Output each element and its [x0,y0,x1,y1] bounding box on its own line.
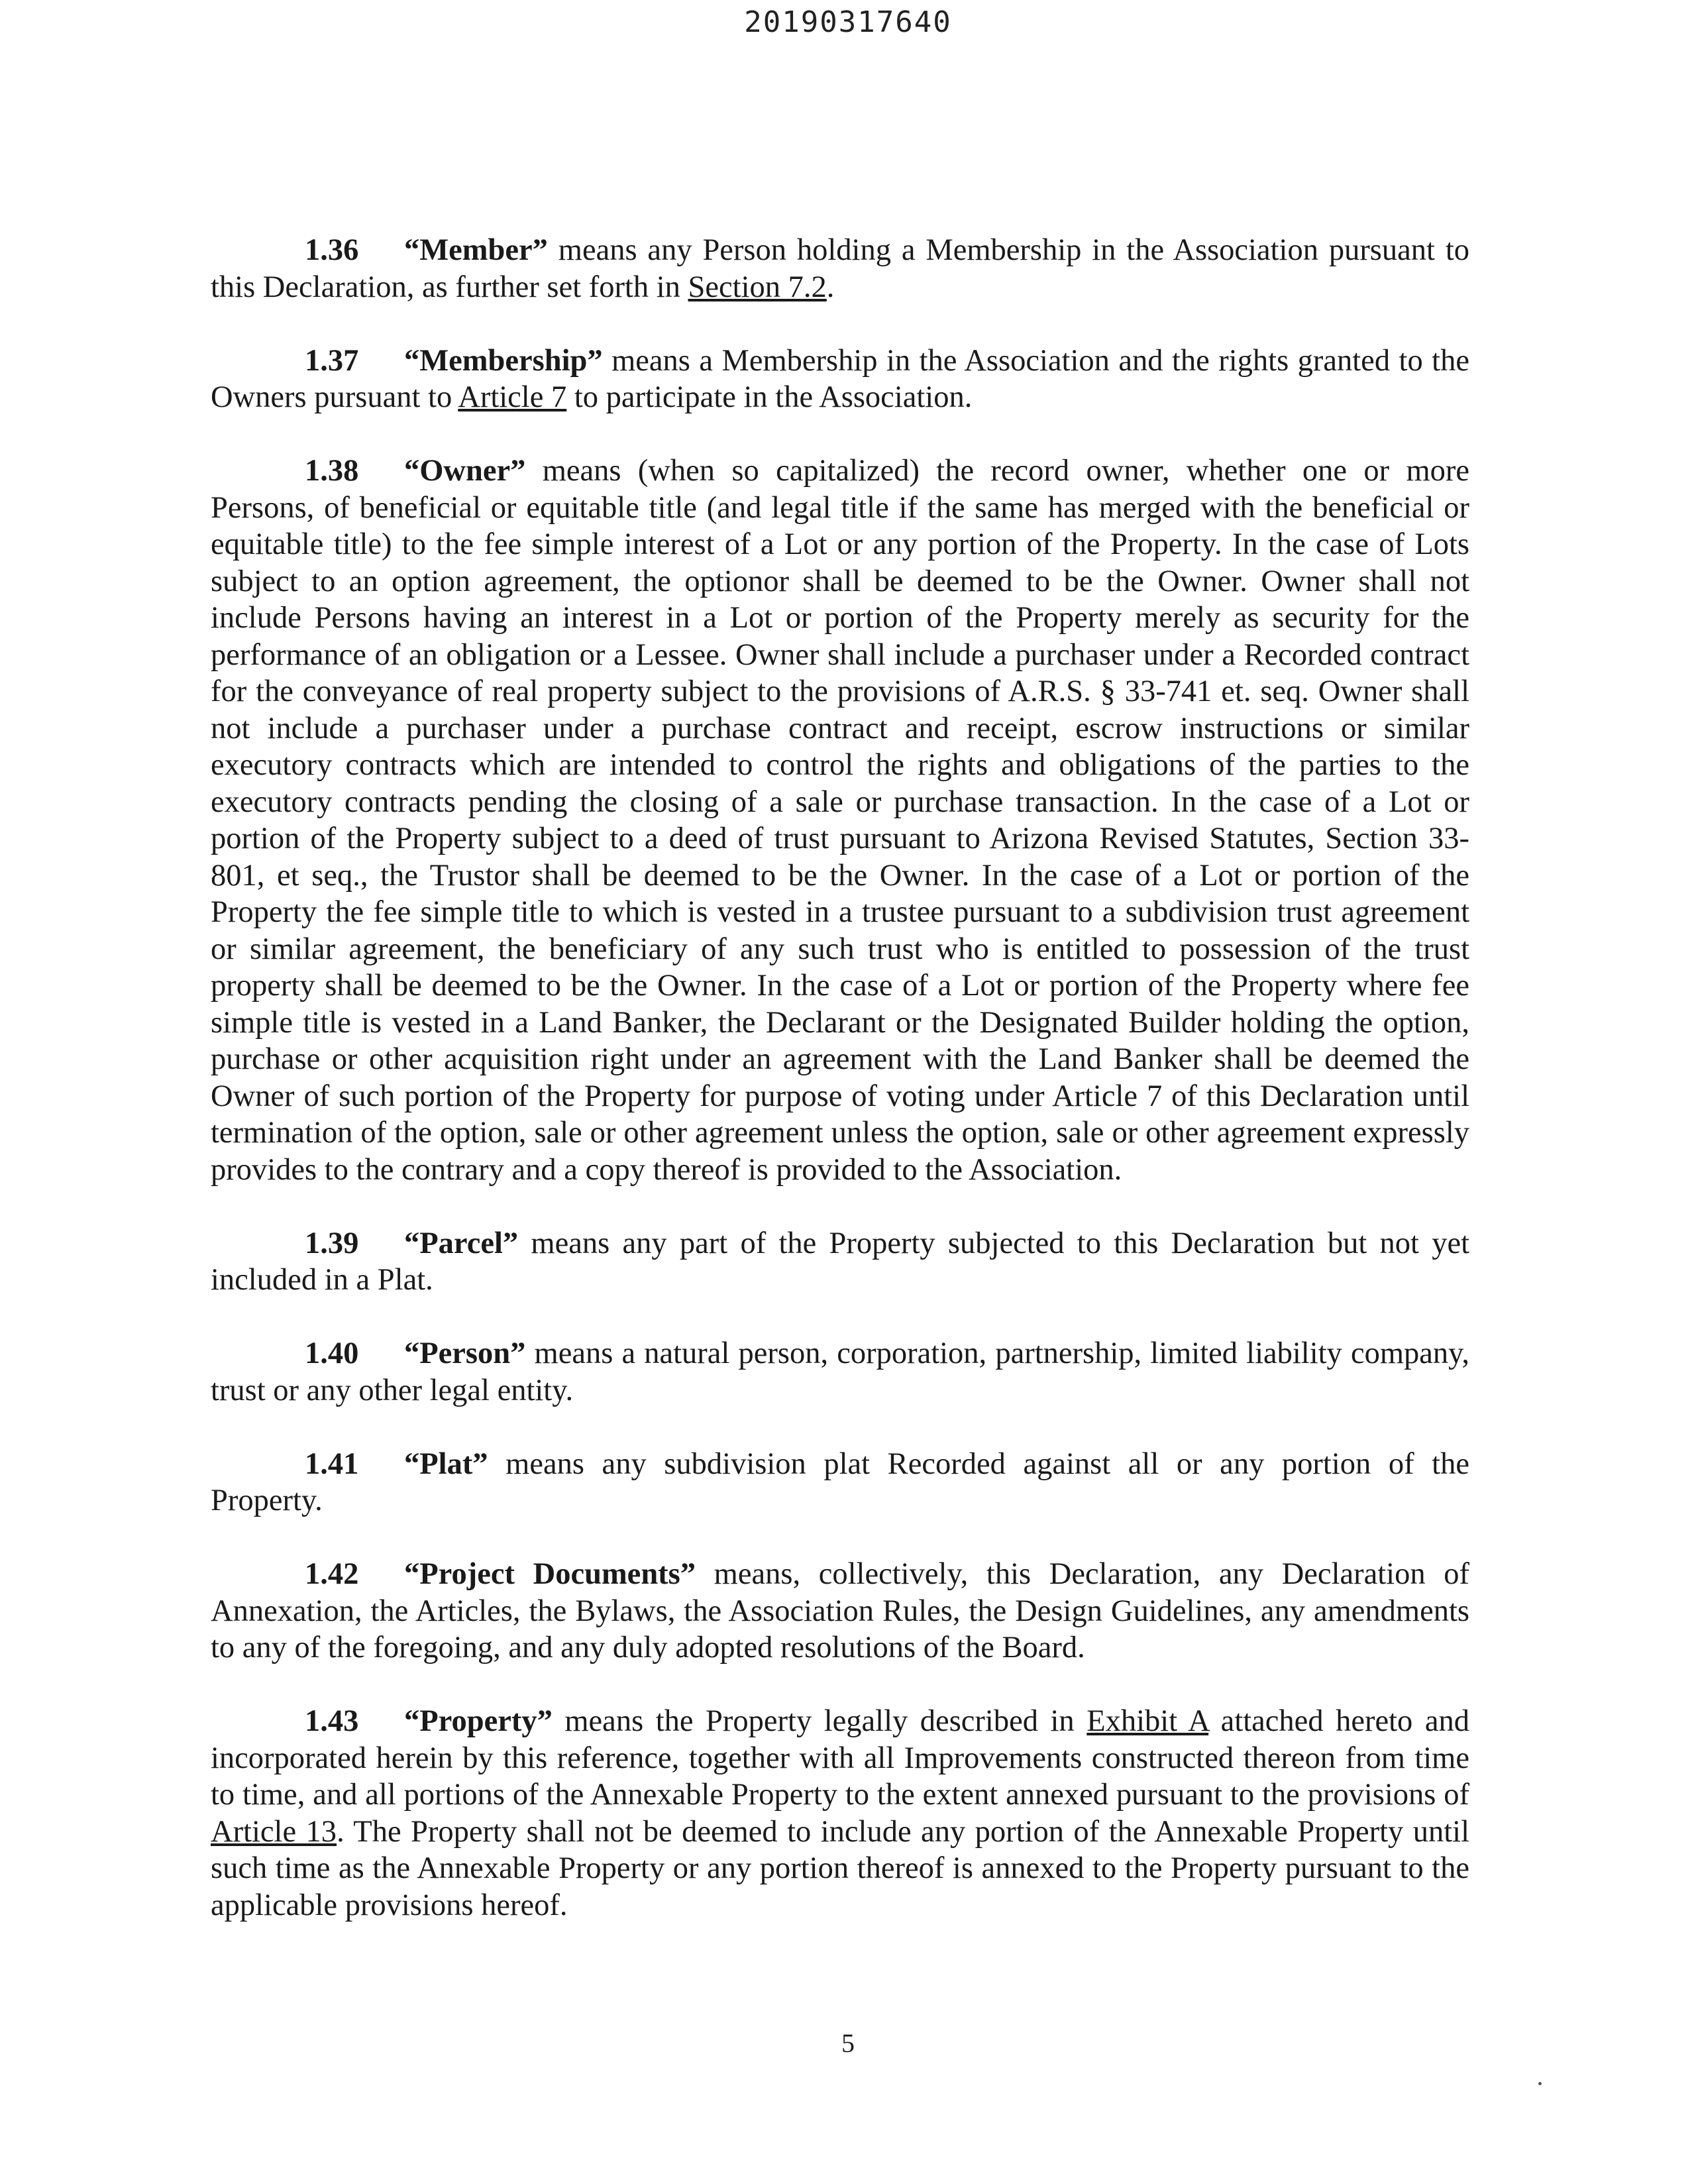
section-1-37 [211,343,1469,416]
section-text: means, collectively, this Declaration, any Declaration of Annexation, the Articles, the Bylaws, the Association Rules, the Design Guidelines, any amendments to any of the foregoing, and any duly adopted resolutions of the Board. [211,1557,1469,1665]
exhibit-reference: Exhibit A [1086,1704,1209,1738]
section-1-39 [211,1225,1469,1299]
defined-term: “Project Documents” [404,1557,696,1591]
section-text-end: . [826,270,835,304]
section-number: 1.40 [305,1337,359,1370]
section-reference: Section 7.2 [688,270,827,304]
section-text-end: . The Property shall not be deemed to include any portion of the Annexable Property until such time as the Annexable Property or any portion thereof is annexed to the Property pursuant to the applicable provisions hereof. [211,1814,1469,1922]
section-1-38 [211,453,1469,1188]
document-number: 20190317640 [744,5,952,39]
section-1-43 [211,1703,1469,1924]
section-number: 1.38 [305,454,359,488]
defined-term: “Membership” [404,343,603,378]
defined-term: “Person” [404,1337,526,1370]
section-text: means any Person holding a Membership in the Association pursuant to this Declaration, as further set forth in [211,233,1469,304]
section-text: means any part of the Property subjected to this Declaration but not yet included in a Plat. [211,1226,1469,1297]
section-number: 1.43 [305,1704,359,1738]
section-1-40 [211,1335,1469,1409]
section-1-42 [211,1556,1469,1666]
defined-term: “Owner” [404,454,526,488]
section-number: 1.39 [305,1226,359,1260]
section-1-41 [211,1446,1469,1519]
defined-term: “Member” [404,233,548,267]
section-text-end: to participate in the Association. [566,380,973,414]
section-number: 1.37 [305,343,359,378]
section-1-36 [211,232,1469,305]
article-reference: Article 7 [458,380,567,414]
section-number: 1.42 [305,1557,359,1591]
section-text-middle: attached hereto and incorporated herein by this reference, together with all Improvements constructed thereon from time to time, and all portions of the Annexable Property to the extent annexed pursuant to the provisions of [211,1704,1469,1812]
section-text: means (when so capitalized) the record owner, whether one or more Persons, of beneficial or equitable title (and legal title if the same has merged with the beneficial or equitable title) to the fee simple interest of a Lot or any portion of the Property. In the case of Lots subject to an option agreement, the optionor shall be deemed to be the Owner. Owner shall not include Persons having an interest in a Lot or portion of the Property merely as security for the performance of an obligation or a Lessee. Owner shall include a purchaser under a Recorded contract for the conveyance of real property subject to the provisions of A.R.S. § 33-741 et. seq. Owner shall not include a purchaser under a purchase contract and receipt, escrow instructions or similar executory contracts which are intended to control the rights and obligations of the parties to the executory contracts pending the closing of a sale or purchase transaction. In the case of a Lot or portion of the Property subject to a deed of trust pursuant to Arizona Revised Statutes, Section 33-801, et seq., the Trustor shall be deemed to be the Owner. In the case of a Lot or portion of the Property the fee simple title to which is vested in a trustee pursuant to a subdivision trust agreement or similar agreement, the beneficiary of any such trust who is entitled to possession of the trust property shall be deemed to be the Owner. In the case of a Lot or portion of the Property where fee simple title is vested in a Land Banker, the Declarant or the Designated Builder holding the option, purchase or other acquisition right under an agreement with the Land Banker shall be deemed the Owner of such portion of the Property for purpose of voting under Article 7 of this Declaration until termination of the option, sale or other agreement unless the option, sale or other agreement expressly provides to the contrary and a copy thereof is provided to the Association. [211,454,1469,1187]
section-text: means the Property legally described in [552,1704,1087,1738]
section-text: means a Membership in the Association and the rights granted to the Owners pursuant to [211,343,1469,414]
section-number: 1.36 [305,233,359,267]
document-body [211,232,1469,1961]
section-text: means a natural person, corporation, partnership, limited liability company, trust or any other legal entity. [211,1337,1469,1407]
defined-term: “Parcel” [404,1226,519,1260]
section-number: 1.41 [305,1447,359,1481]
article-reference: Article 13 [211,1814,337,1849]
section-text: means any subdivision plat Recorded against all or any portion of the Property. [211,1447,1469,1517]
page-number: 5 [841,2028,855,2058]
defined-term: “Property” [404,1704,553,1738]
defined-term: “Plat” [404,1447,488,1481]
scan-speck [1538,2082,1542,2085]
